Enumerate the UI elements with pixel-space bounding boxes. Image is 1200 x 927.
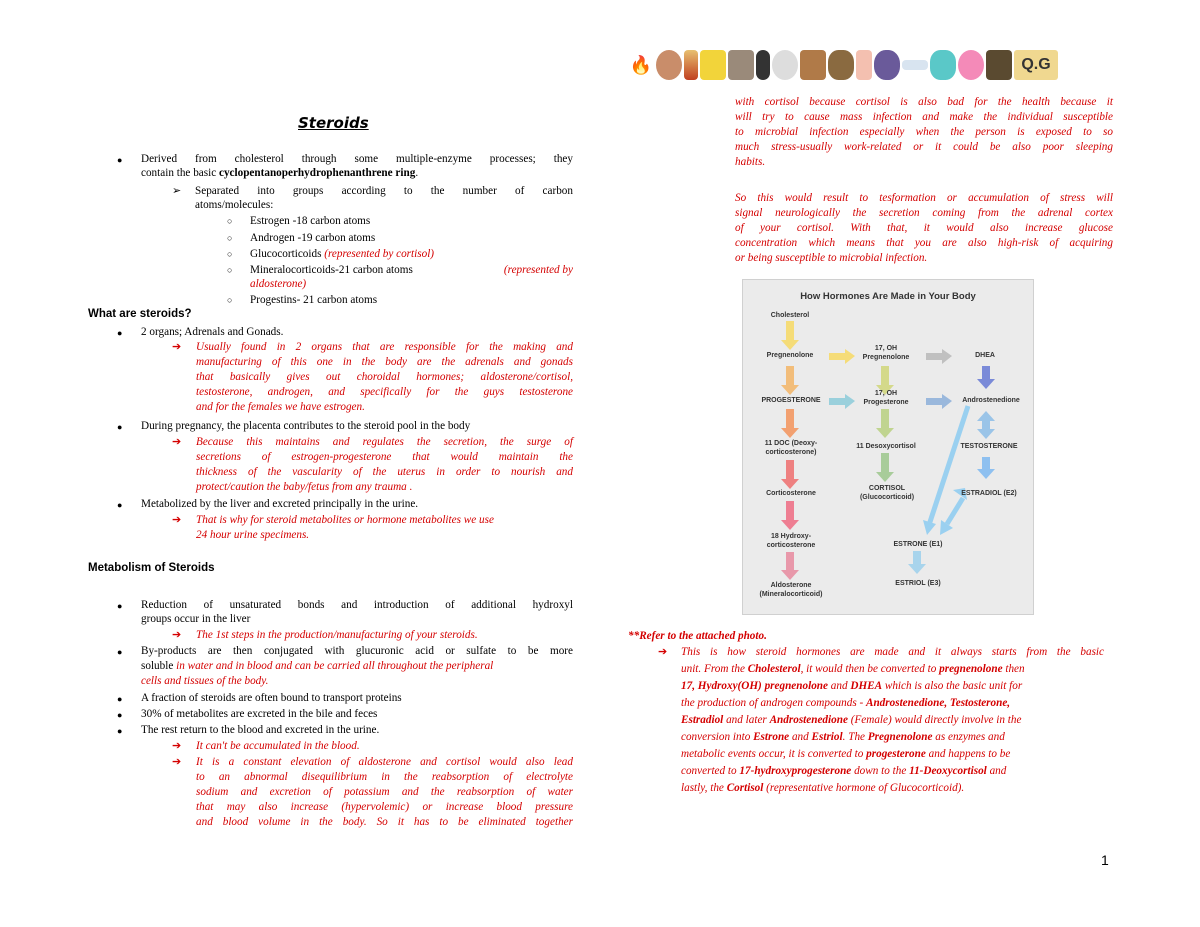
- arrow-icon: ➔: [172, 341, 182, 353]
- bottle-icon: [684, 50, 698, 80]
- text-line: It is a constant elevation of aldosterone and cortisol would also lead: [196, 756, 573, 768]
- arrow-bullet-icon: ➢: [172, 185, 182, 197]
- text-line: or being susceptible to microbial infection.: [735, 252, 928, 264]
- node-testosterone: TESTOSTERONE: [960, 443, 1018, 450]
- page-number: 1: [1101, 852, 1109, 868]
- text-line: that may also increase (hypervolemic) or increase blood pressure: [196, 801, 573, 813]
- cat-icon: [930, 50, 956, 80]
- node-dhea: DHEA: [975, 352, 995, 359]
- arrow-icon: ➔: [172, 756, 182, 768]
- person-icon: [756, 50, 770, 80]
- arrow-pregnenolone-progesterone: [781, 366, 799, 395]
- text-line: That is why for steroid metabolites or hormone metabolites we use: [196, 514, 494, 526]
- text-line: 17, Hydroxy(OH) pregnenolone and DHEA which is also the basic unit for: [681, 680, 1023, 692]
- text-line: A fraction of steroids are often bound to transport proteins: [141, 692, 402, 704]
- kirby-icon: [958, 50, 984, 80]
- text-line: soluble in water and in blood and can be carried all throughout the peripheral: [141, 660, 494, 672]
- text-line: aldosterone): [250, 278, 307, 290]
- bullet-icon: ●: [117, 710, 123, 720]
- text-line: the production of androgen compounds - Androstenedione, Testosterone,: [681, 697, 1011, 709]
- node-estriol: ESTRIOL (E3): [895, 580, 941, 587]
- arrow-ohprog-andro: [926, 394, 952, 409]
- text-line: conversion into Estrone and Estriol. The Pregnenolone as enzymes and: [681, 731, 1005, 743]
- node-oh-pregnenolone: 17, OH Pregnenolone: [862, 345, 910, 361]
- text-line: sodium and excretion of potassium and the reabsorption of water: [196, 786, 573, 798]
- list-item: Mineralocorticoids-21 carbon atoms (represented by: [250, 264, 573, 276]
- text-line: The 1st steps in the production/manufacturing of your steroids.: [196, 629, 478, 641]
- text-line: During pregnancy, the placenta contributes to the steroid pool in the body: [141, 420, 471, 432]
- text-line: and for the females we have estrogen.: [196, 401, 365, 413]
- portrait-icon: [800, 50, 826, 80]
- node-doc: 11 DOC (Deoxy- corticosterone): [764, 440, 818, 456]
- reference-note: **Refer to the attached photo.: [628, 630, 767, 642]
- text-line: Estradiol and later Androstenedione (Female) would directly involve in the: [681, 714, 1022, 726]
- text-line: to an abnormal disequilibrium in the reabsorption of electrolyte: [196, 771, 573, 783]
- list-item: Glucocorticoids (represented by cortisol): [250, 248, 435, 260]
- text-line: secretions of estrogen-progesterone that would maintain the: [196, 451, 573, 463]
- fire-icon: 🔥: [629, 54, 653, 76]
- text-line: The rest return to the blood and excreted in the urine.: [141, 724, 380, 736]
- text-line: Metabolized by the liver and excreted principally in the urine.: [141, 498, 419, 510]
- node-androstenedione: Androstenedione: [962, 397, 1020, 404]
- document-title: Steroids: [298, 114, 369, 132]
- arrow-corticosterone-hydroxy: [781, 501, 799, 530]
- arrow-progesterone-doc: [781, 409, 799, 438]
- text-line: manufacturing of this one in the body are the adrenals and gonads: [196, 356, 573, 368]
- arrow-dhea-andro: [977, 366, 995, 389]
- node-cholesterol: Cholesterol: [770, 312, 810, 319]
- wave-icon: [902, 60, 928, 70]
- hand-icon: [856, 50, 872, 80]
- header-sticker-strip: [628, 50, 1058, 84]
- text-line: of your cortisol. With that, it would also increase glucose: [735, 222, 1113, 234]
- bullet-icon: ●: [117, 601, 123, 611]
- circle-bullet-icon: ○: [227, 233, 233, 243]
- section-heading: Metabolism of Steroids: [88, 562, 215, 574]
- arrow-icon: ➔: [172, 436, 182, 448]
- node-estrone: ESTRONE (E1): [893, 541, 943, 548]
- hormone-pathway-diagram: [742, 279, 1034, 615]
- node-desoxycortisol: 11 Desoxycortisol: [856, 443, 916, 450]
- bullet-icon: ●: [117, 155, 123, 165]
- text-line: Derived from cholesterol through some multiple-enzyme processes; they: [141, 153, 573, 165]
- sponge-icon: [700, 50, 726, 80]
- qg-badge: Q.G: [1014, 50, 1058, 80]
- text-line: Separated into groups according to the number of carbon: [195, 185, 573, 197]
- circle-bullet-icon: ○: [227, 295, 233, 305]
- text-line: atoms/molecules:: [195, 199, 274, 211]
- section-heading: What are steroids?: [88, 308, 192, 320]
- circle-bullet-icon: ○: [227, 216, 233, 226]
- bullet-icon: ●: [117, 422, 123, 432]
- arrow-ohprog-desoxy: [876, 409, 894, 438]
- text-line: It can't be accumulated in the blood.: [196, 740, 360, 752]
- node-hydroxy-corticosterone: 18 Hydroxy- corticosterone: [766, 533, 816, 549]
- text-line: habits.: [735, 156, 766, 168]
- node-cortisol: CORTISOL (Glucocorticoid): [859, 485, 915, 501]
- text-line: lastly, the Cortisol (representative hormone of Glucocorticoid).: [681, 782, 965, 794]
- text-line: with cortisol because cortisol is also bad for the health because it: [735, 96, 1113, 108]
- text-line: converted to 17-hydroxyprogesterone down to the 11-Deoxycortisol and: [681, 765, 1007, 777]
- text-line: will try to cause mass infection and make the individual susceptible: [735, 111, 1113, 123]
- text-line: contain the basic cyclopentanoperhydrophenanthrene ring.: [141, 167, 419, 179]
- circle-bullet-icon: ○: [227, 249, 233, 259]
- text-line: Usually found in 2 organs that are responsible for the making and: [196, 341, 573, 353]
- photo-icon: [986, 50, 1012, 80]
- circle-bullet-icon: ○: [227, 265, 233, 275]
- bullet-icon: ●: [117, 726, 123, 736]
- text-line: testosterone, androgen, and specifically for the guys testosterone: [196, 386, 573, 398]
- text-line: 2 organs; Adrenals and Gonads.: [141, 326, 284, 338]
- arrow-icon: ➔: [658, 646, 668, 658]
- bullet-icon: ●: [117, 328, 123, 338]
- text-line: 30% of metabolites are excreted in the bile and feces: [141, 708, 378, 720]
- node-corticosterone: Corticosterone: [766, 490, 816, 497]
- text-line: protect/caution the baby/fetus from any trauma .: [196, 481, 413, 493]
- arrow-doc-corticosterone: [781, 460, 799, 489]
- arrow-icon: ➔: [172, 740, 182, 752]
- text-line: and blood volume in the body. So it has to be eliminated together: [196, 816, 573, 828]
- arrow-icon: ➔: [172, 629, 182, 641]
- list-item: Progestins- 21 carbon atoms: [250, 294, 378, 306]
- node-progesterone: PROGESTERONE: [761, 397, 821, 404]
- list-item: Androgen -19 carbon atoms: [250, 232, 376, 244]
- arrow-andro-estrone: [923, 406, 968, 535]
- list-item: Estrogen -18 carbon atoms: [250, 215, 371, 227]
- node-estradiol: ESTRADIOL (E2): [961, 490, 1017, 497]
- arrow-cholesterol-pregnenolone: [781, 321, 799, 350]
- arrow-ohpreg-dhea: [926, 349, 952, 364]
- node-pregnenolone: Pregnenolone: [766, 352, 814, 359]
- text-line: So this would result to tesformation or accumulation of stress will: [735, 192, 1113, 204]
- bullet-icon: ●: [117, 647, 123, 657]
- text-line: much stress-usually work-related or it could be also poor sleeping: [735, 141, 1113, 153]
- arrow-hydroxy-aldosterone: [781, 552, 799, 580]
- arrow-andro-testo: [977, 411, 995, 439]
- face-icon: [656, 50, 682, 80]
- text-line: Reduction of unsaturated bonds and introduction of additional hydroxyl: [141, 599, 573, 611]
- arrow-testo-estradiol: [977, 457, 995, 479]
- arrow-desoxy-cortisol: [876, 453, 894, 482]
- text-line: groups occur in the liver: [141, 613, 251, 625]
- text-line: unit. From the Cholesterol, it would then be converted to pregnenolone then: [681, 663, 1025, 675]
- text-line: Because this maintains and regulates the secretion, the surge of: [196, 436, 573, 448]
- arrow-estrone-estriol: [908, 551, 926, 574]
- text-line: cells and tissues of the body.: [141, 675, 269, 687]
- node-aldosterone: Aldosterone (Mineralocorticoid): [759, 582, 823, 598]
- girl-icon: [874, 50, 900, 80]
- sticker-icon: [728, 50, 754, 80]
- text-line: This is how steroid hormones are made and it always starts from the basic: [681, 646, 1104, 658]
- bullet-icon: ●: [117, 694, 123, 704]
- text-line: that basically gives out choroidal hormones; aldosterone/cortisol,: [196, 371, 573, 383]
- monkey-icon: [828, 50, 854, 80]
- face2-icon: [772, 50, 798, 80]
- bullet-icon: ●: [117, 500, 123, 510]
- text-line: By-products are then conjugated with glucuronic acid or sulfate to be more: [141, 645, 573, 657]
- text-line: to microbial infection especially when the person is exposed to so: [735, 126, 1113, 138]
- text-line: thickness of the vascularity of the uterus in order to nourish and: [196, 466, 573, 478]
- text-line: metabolic events occur, it is converted to progesterone and happens to be: [681, 748, 1011, 760]
- text-line: 24 hour urine specimens.: [196, 529, 310, 541]
- arrow-icon: ➔: [172, 514, 182, 526]
- node-oh-progesterone: 17, OH Progesterone: [863, 390, 909, 406]
- diagram-title: How Hormones Are Made in Your Body: [800, 291, 976, 302]
- text-line: signal neurologically the secretion coming from the adrenal cortex: [735, 207, 1113, 219]
- text-line: concentration which means that you are also high-risk of acquiring: [735, 237, 1113, 249]
